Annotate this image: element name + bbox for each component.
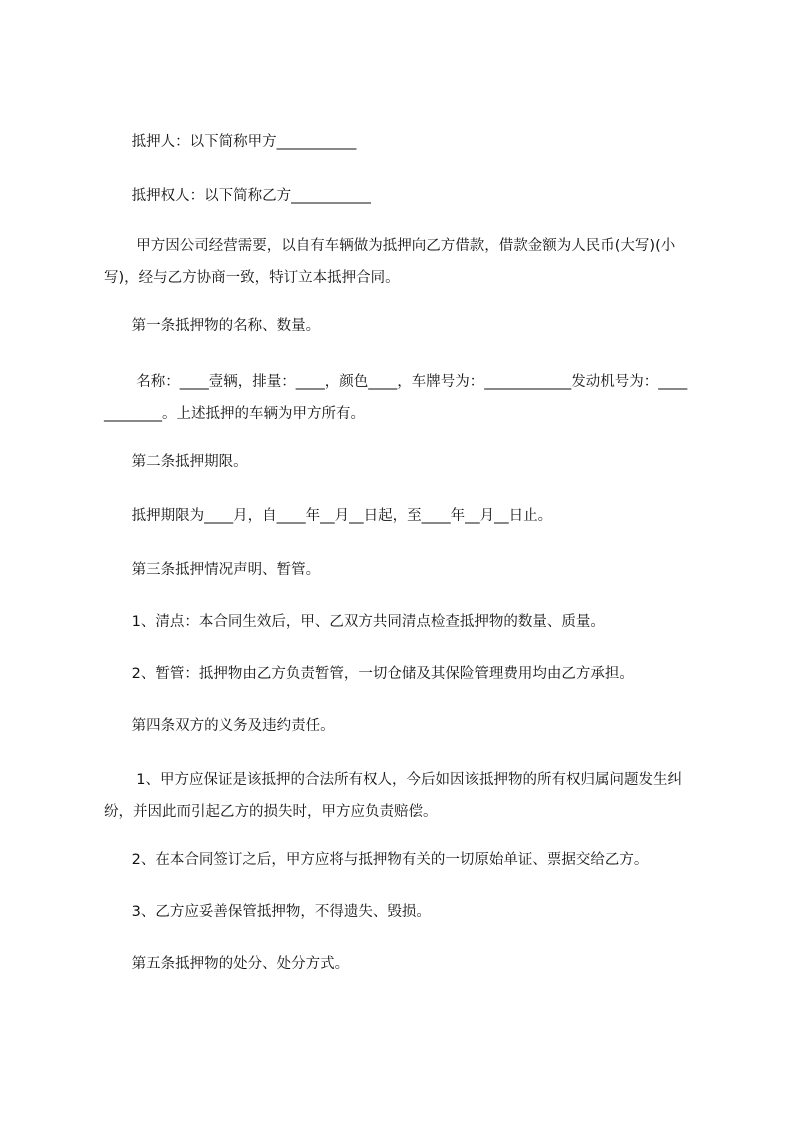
article-2-heading: 第二条抵押期限。 (104, 454, 248, 470)
article-1-heading: 第一条抵押物的名称、数量。 (104, 318, 321, 334)
article-4-clause-3: 3、乙方应妥善保管抵押物，不得遗失、毁损。 (104, 904, 431, 920)
article-5-heading: 第五条抵押物的处分、处分方式。 (104, 956, 350, 972)
mortgagor-line: 抵押人：以下简称甲方___________ (104, 134, 357, 150)
article-4-heading: 第四条双方的义务及违约责任。 (104, 718, 335, 734)
article-4-clause-1: 1、甲方应保证是该抵押的合法所有权人，今后如因该抵押物的所有权归属问题发生纠纷，并因此而引起乙方的损失时，甲方应负责赔偿。 (104, 772, 682, 820)
article-3-clause-2: 2、暂管：抵押物由乙方负责暂管，一切仓储及其保险管理费用均由乙方承担。 (104, 666, 634, 682)
article-1-vehicle-details: 名称：____壹辆，排量：____，颜色____，车牌号为：____________发动机号为：____________。上述抵押的车辆为甲方所有。 (104, 374, 688, 422)
mortgagee-line: 抵押权人：以下简称乙方___________ (104, 188, 371, 204)
article-3-heading: 第三条抵押情况声明、暂管。 (104, 562, 321, 578)
mortgage-period-line: 抵押期限为____月，自____年__月__日起，至____年__月__日止。 (104, 508, 553, 524)
article-4-clause-2: 2、在本合同签订之后，甲方应将与抵押物有关的一切原始单证、票据交给乙方。 (104, 852, 649, 868)
article-3-clause-1: 1、清点：本合同生效后，甲、乙双方共同清点检查抵押物的数量、质量。 (104, 614, 605, 630)
preamble-paragraph: 甲方因公司经营需要，以自有车辆做为抵押向乙方借款，借款金额为人民币(大写)(小写)，经与乙方协商一致，特订立本抵押合同。 (104, 238, 676, 286)
